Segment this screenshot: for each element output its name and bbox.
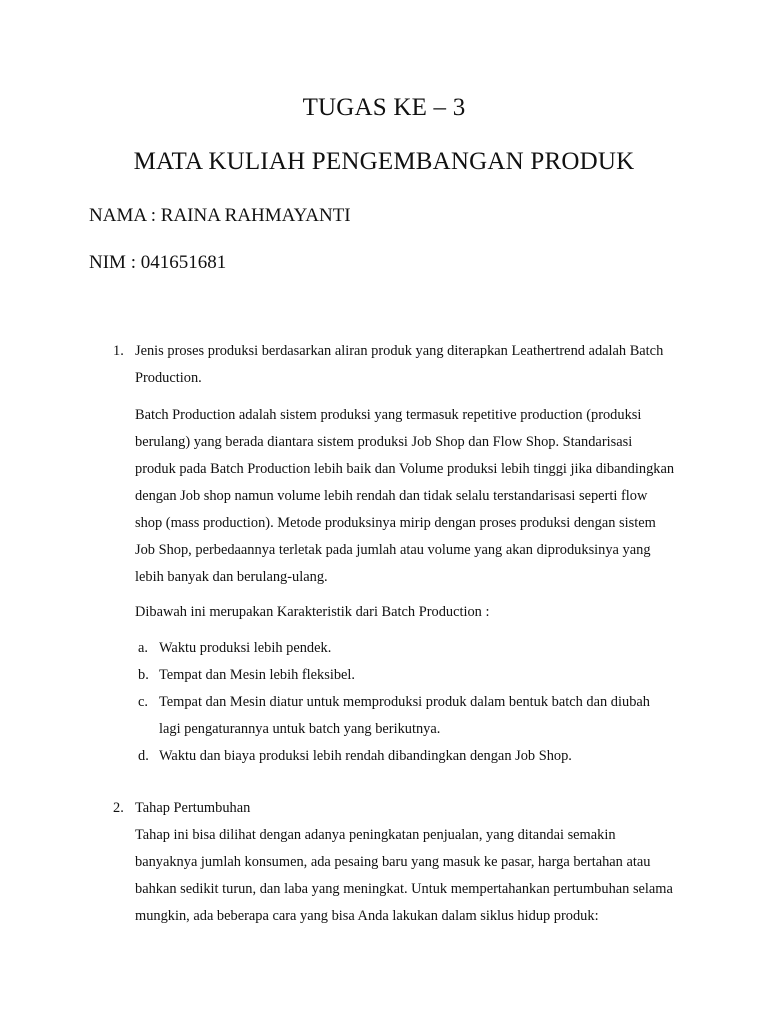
list-item-text: Tempat dan Mesin diatur untuk memproduksi produk dalam bentuk batch dan diubah lagi pengaturannya untuk batch yang berikutnya.	[159, 694, 650, 737]
student-nim: NIM : 041651681	[89, 252, 227, 273]
list-item	[135, 635, 655, 662]
answer-number: 2.	[113, 800, 124, 816]
growth-stage-heading: Tahap Pertumbuhan	[135, 800, 251, 816]
list-item	[135, 689, 655, 743]
answer-2-content	[135, 795, 675, 930]
list-item-text: Waktu dan biaya produksi lebih rendah dibandingkan dengan Job Shop.	[159, 748, 572, 764]
answer-2	[113, 795, 673, 955]
characteristics-intro: Dibawah ini merupakan Karakteristik dari Batch Production :	[135, 604, 490, 620]
student-name: NAMA : RAINA RAHMAYANTI	[89, 205, 351, 226]
list-item-label: b.	[138, 667, 149, 683]
document-title: TUGAS KE – 3	[302, 94, 466, 121]
list-item	[135, 743, 655, 770]
answer-1-explanation	[135, 402, 675, 591]
answer-1-intro: Jenis proses produksi berdasarkan aliran produk yang diterapkan Leathertrend adalah Batch Production.	[135, 343, 664, 386]
answer-number: 1.	[113, 343, 124, 359]
list-item-label: d.	[138, 748, 149, 764]
answer-1-list-intro-wrap	[135, 599, 675, 626]
list-item-text: Waktu produksi lebih pendek.	[159, 640, 332, 656]
answer-1-content	[135, 338, 675, 392]
answer-1	[113, 338, 673, 768]
characteristics-list	[135, 635, 655, 770]
list-item-label: c.	[138, 694, 148, 710]
list-item-label: a.	[138, 640, 148, 656]
list-item	[135, 662, 655, 689]
growth-stage-paragraph: Tahap ini bisa dilihat dengan adanya peningkatan penjualan, yang ditandai semakin banyaknya jumlah konsumen, ada pesaing baru yang masuk ke pasar, harga bertahan atau bahkan sedikit turun, dan laba yang meningkat. Untuk mempertahankan pertumbuhan selama mungkin, ada beberapa cara yang bisa Anda lakukan dalam siklus hidup produk:	[135, 827, 673, 924]
batch-production-paragraph: Batch Production adalah sistem produksi yang termasuk repetitive production (produksi berulang) yang berada diantara sistem produksi Job Shop dan Flow Shop. Standarisasi produk pada Batch Production lebih baik dan Volume produksi lebih tinggi jika dibandingkan dengan Job shop namun volume lebih rendah dan tidak selalu terstandarisasi seperti flow shop (mass production). Metode produksinya mirip dengan proses produksi dengan sistem Job Shop, perbedaannya terletak pada jumlah atau volume yang akan diproduksinya yang lebih banyak dan berulang-ulang.	[135, 407, 675, 585]
course-title: MATA KULIAH PENGEMBANGAN PRODUK	[133, 148, 635, 175]
list-item-text: Tempat dan Mesin lebih fleksibel.	[159, 667, 356, 683]
